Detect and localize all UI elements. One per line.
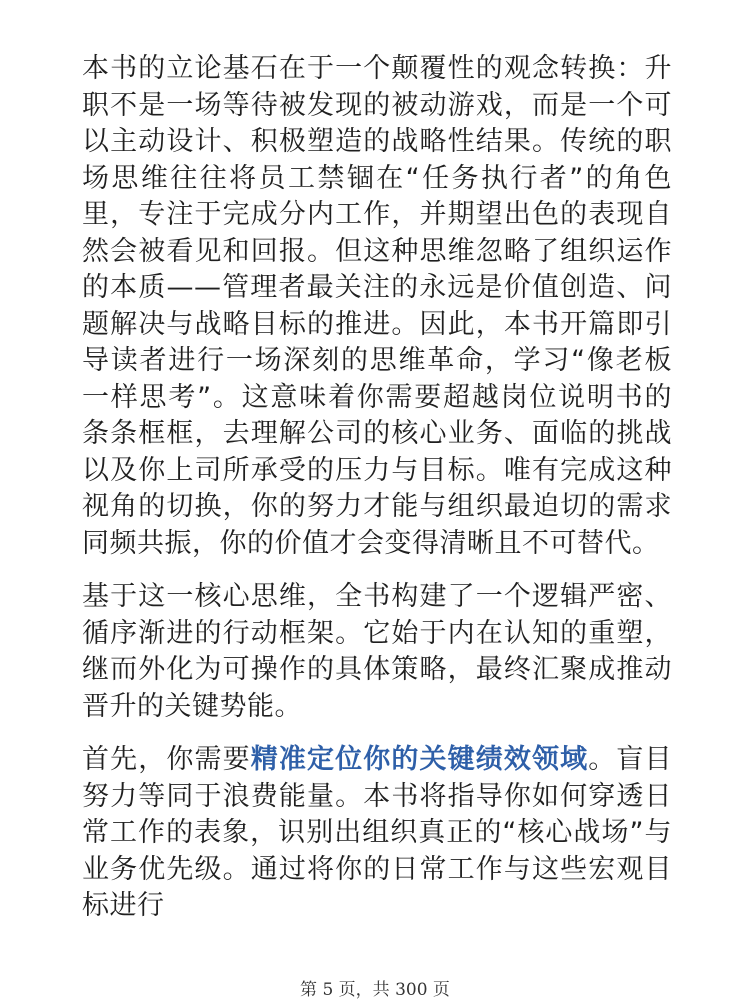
paragraph-3-highlight: 精准定位你的关键绩效领域 — [250, 744, 589, 775]
page-number-footer: 第 5 页，共 300 页 — [300, 980, 450, 1000]
paragraph-3 — [82, 742, 672, 925]
paragraph-1: 本书的立论基石在于一个颠覆性的观念转换：升职不是一场等待被发现的被动游戏，而是一个可以主动设计、积极塑造的战略性结果。传统的职场思维往往将员工禁锢在“任务执行者”的角色里，专注于完成分内工作，并期望出色的表现自然会被看见和回报。但这种思维忽略了组织运作的本质——管理者最关注的永远是价值创造、问题解决与战略目标的推进。因此，本书开篇即引导读者进行一场深刻的思维革命，学习“像老板一样思考”。这意味着你需要超越岗位说明书的条条框框，去理解公司的核心业务、面临的挑战以及你上司所承受的压力与目标。唯有完成这种视角的切换，你的努力才能与组织最迫切的需求同频共振，你的价值才会变得清晰且不可替代。 — [82, 53, 672, 559]
paragraph-3-rest: 。盲目努力等同于浪费能量。本书将指导你如何穿透日常工作的表象，识别出组织真正的“核心战场”与业务优先级。通过将你的日常工作与这些宏观目标进行 — [82, 744, 672, 921]
paragraph-3-lead: 首先，你需要 — [82, 744, 251, 775]
paragraph-2: 基于这一核心思维，全书构建了一个逻辑严密、循序渐进的行动框架。它始于内在认知的重塑，继而外化为可操作的具体策略，最终汇聚成推动晋升的关键势能。 — [82, 581, 672, 722]
document-body — [82, 51, 672, 942]
